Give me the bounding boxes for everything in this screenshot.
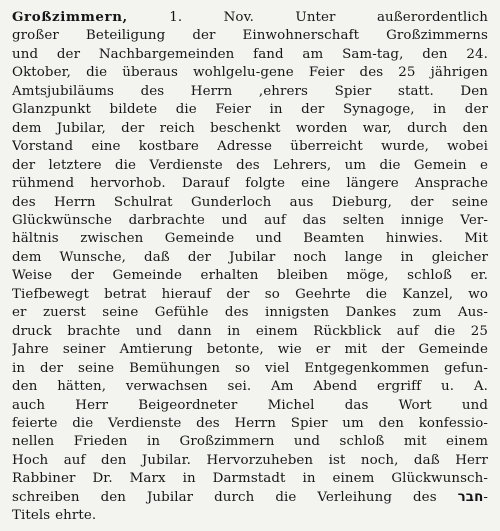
- hyphen: -: [483, 489, 488, 505]
- article-line: Vorstand eine kostbare Adresse überreicht wurde, wobei: [12, 139, 488, 155]
- article-line: großer Beteiligung der Einwohnerschaft Großzimmerns: [12, 28, 488, 44]
- article-line: in der seine Bemühungen so viel Entgegenkommen gefun-: [12, 360, 488, 376]
- article-body: [12, 8, 488, 526]
- article-line: dem Jubilar, der reich beschenkt worden war, durch den: [12, 120, 488, 136]
- headline-place: Großzimmern,: [12, 9, 128, 25]
- article-line: Jahre seiner Amtierung betonte, wie er mit der Gemeinde: [12, 342, 488, 358]
- article-line: Weise der Gemeinde erhalten bleiben möge, schloß er.: [12, 268, 488, 284]
- article-line: Glanzpunkt bildete die Feier in der Synagoge, in der: [12, 102, 488, 118]
- article-line: Oktober, die überaus wohlgelu-gene Feier des 25 jährigen: [12, 65, 488, 81]
- article-line: druck brachte und dann in einem Rückblick auf die 25: [12, 323, 488, 339]
- article-line: rühmend hervorhob. Darauf folgte eine längere Ansprache: [12, 176, 488, 192]
- article-line: Rabbiner Dr. Marx in Darmstadt in einem Glückwunsch-: [12, 471, 488, 487]
- hebrew-title-word: חבר: [457, 489, 484, 505]
- article-line: dem Wunsche, daß der Jubilar noch lange in gleicher: [12, 249, 488, 265]
- article-line: Tiefbewegt betrat hierauf der so Geehrte die Kanzel, wo: [12, 286, 488, 302]
- article-line: Amtsjubiläums des Herrn ,ehrers Spier statt. Den: [12, 83, 488, 99]
- article-line: und der Nachbargemeinden fand am Sam-tag, den 24.: [12, 46, 488, 62]
- article-line: nellen Frieden in Großzimmern und schloß mit einem: [12, 434, 488, 450]
- article-line-with-hebrew: [12, 489, 488, 507]
- article-line: der letztere die Verdienste des Lehrers, um die Gemein e: [12, 157, 488, 173]
- article-line: Hoch auf den Jubilar. Hervorzuheben ist noch, daß Herr: [12, 452, 488, 468]
- article-line: auch Herr Beigeordneter Michel das Wort und: [12, 397, 488, 413]
- dateline-text: 1. Nov. Unter außerordentlich: [127, 10, 488, 25]
- article-line: des Herrn Schulrat Gunderloch aus Dieburg, der seine: [12, 194, 488, 210]
- article-line: den hätten, verwachsen sei. Am Abend ergriff u. A.: [12, 379, 488, 395]
- article-line: Glückwünsche darbrachte und auf das selten innige Ver-: [12, 212, 488, 228]
- article-first-line: [12, 8, 488, 27]
- article-line: hältnis zwischen Gemeinde und Beamten hinwies. Mit: [12, 231, 488, 247]
- article-line: er zuerst seine Gefühle des innigsten Dankes zum Aus-: [12, 305, 488, 321]
- article-line: feierte die Verdienste des Herrn Spier um den konfessio-: [12, 415, 488, 431]
- article-final-line: Titels ehrte.: [12, 508, 97, 524]
- line-text: schreiben den Jubilar durch die Verleihung des: [12, 489, 458, 505]
